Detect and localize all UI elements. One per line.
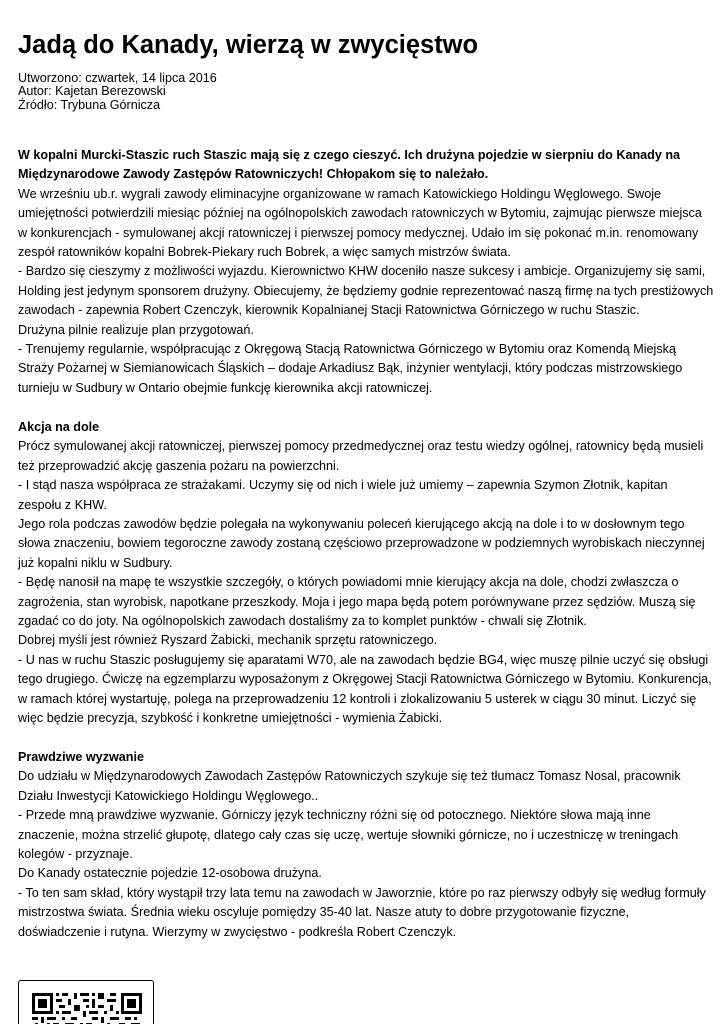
paragraph: Jego rola podczas zawodów będzie polegała na wykonywaniu poleceń kierującego akcją na dole i to w dosłownym tego słowa znaczeniu, bowiem tegoroczne zawody zostaną częściowo przeprowadzone w podziemnych wyrobiskach nieczynnej już kopalni niklu w Sudbury. [18,516,705,570]
paragraph: - Będę nanosił na mapę te wszystkie szczegóły, o których powiadomi mnie kierujący akcja na dole, chodzi zwłaszcza o zagrożenia, stan wyrobisk, napotkane przeszkody. Moja i jego mapa będą potem porównywane przez sędziów. Muszą się zgadać co do joty. Na ogólnopolskich zawodach dostaliśmy za to komplet punktów - chwali się Złotnik. [18,575,696,628]
section-heading-wyzwanie: Prawdziwe wyzwanie [18,749,144,764]
paragraph: Do udziału w Międzynarodowych Zawodach Zastępów Ratowniczych szykuje się też tłumacz Tomasz Nosal, pracownik Działu Inwestycji Katowickiego Holdingu Węglowego.. [18,769,681,803]
paragraph: - To ten sam skład, który wystąpił trzy lata temu na zawodach w Jaworznie, które po raz pierwszy odbyły się według formuły mistrzostwa świata. Średnia wieku oscyluje pomiędzy 35-40 lat. Nasze atuty to dobre przygotowanie fizyczne, doświadczenie i rutyna. Wierzymy w zwycięstwo - podkreśla Robert Czenczyk. [18,885,706,939]
paragraph: Drużyna pilnie realizuje plan przygotowań. [18,322,254,337]
qr-code-icon [32,993,142,1024]
article-meta [18,72,618,112]
section-spacer [18,398,714,418]
qr-code-box [18,980,154,1024]
paragraph: - Trenujemy regularnie, współpracując z Okręgową Stacją Ratownictwa Górniczego w Bytomiu oraz Komendą Miejską Straży Pożarnej w Siemianowicach Śląskich – dodaje Arkadiusz Bąk, inżynier wentylacji, który podczas mistrzowskiego turnieju w Sudbury w Ontario obejmie funkcję kierownika akcji ratowniczej. [18,342,683,395]
section-heading-akcja: Akcja na dole [18,419,100,434]
section-spacer [18,728,714,748]
paragraph: - I stąd nasza współpraca ze strażakami. Uczymy się od nich i wiele już umiemy – zapewnia Szymon Złotnik, kapitan zespołu z KHW. [18,478,668,512]
paragraph: - Bardzo się cieszymy z możliwości wyjazdu. Kierownictwo KHW doceniło nasze sukcesy i ambicje. Organizujemy się sami, Holding jest jedynym sponsorem drużyny. Obiecujemy, że będziemy godnie reprezentować naszą firmę na tych prestiżowych zawodach - zapewnia Robert Czenczyk, kierownik Kopalnianej Stacji Ratownictwa Górniczego w ruchu Staszic. [18,264,714,318]
paragraph: - U nas w ruchu Staszic posługujemy się aparatami W70, ale na zawodach będzie BG4, więc muszę pilnie uczyć się obsługi tego drugiego. Ćwiczę na egzemplarzu wyposażonym z Okręgowej Stacji Ratownictwa Górniczego w Bytomiu. Konkurencja, w ramach której wystartuję, polega na przeprowadzeniu 12 kontroli i zlokalizowaniu 5 usterek w ciągu 30 minut. Liczyć się więc będzie precyzja, szybkość i konkretne umiejętności - wymienia Żabicki. [18,652,712,725]
created-date: Utworzono: czwartek, 14 lipca 2016 [18,71,217,85]
paragraph: Dobrej myśli jest również Ryszard Żabicki, mechanik sprzętu ratowniczego. [18,633,438,648]
article-body [18,146,714,942]
paragraph: Prócz symulowanej akcji ratowniczej, pierwszej pomocy przedmedycznej oraz testu wiedzy ogólnej, ratownicy będą musieli też przeprowadzić akcję gaszenia pożaru na powierzchni. [18,439,704,473]
paragraph: - Przede mną prawdziwe wyzwanie. Górniczy język techniczny różni się od potocznego. Niektóre słowa mają inne znaczenie, można strzelić głupotę, dlatego cały czas się uczę, wertuje słowniki górnicze, no i uczestniczę w treningach kolegów - przyznaje. [18,808,679,861]
author: Autor: Kajetan Berezowski [18,84,166,99]
article-title: Jadą do Kanady, wierzą w zwycięstwo [18,31,479,59]
source: Źródło: Trybuna Górnicza [18,97,161,112]
paragraph: We wrześniu ub.r. wygrali zawody eliminacyjne organizowane w ramach Katowickiego Holdingu Węglowego. Swoje umiejętności potwierdzili miesiąc później na ogólnopolskich zawodach ratowniczych w Bytomiu, zajmując pierwsze miejsca w konkurencjach - symulowanej akcji ratowniczej i pierwszej pomocy medycznej. Udało im się pokonać m.in. renomowany zespół ratowników kopalni Bobrek-Piekary ruch Bobrek, a więc samych mistrzów świata. [18,186,702,260]
article-lead: W kopalni Murcki-Staszic ruch Staszic mają się z czego cieszyć. Ich drużyna pojedzie w sierpniu do Kanady na Międzynarodowe Zawody Zastępów Ratowniczych! Chłopakom się to należało. [18,148,681,182]
paragraph: Do Kanady ostatecznie pojedzie 12-osobowa drużyna. [18,866,322,881]
